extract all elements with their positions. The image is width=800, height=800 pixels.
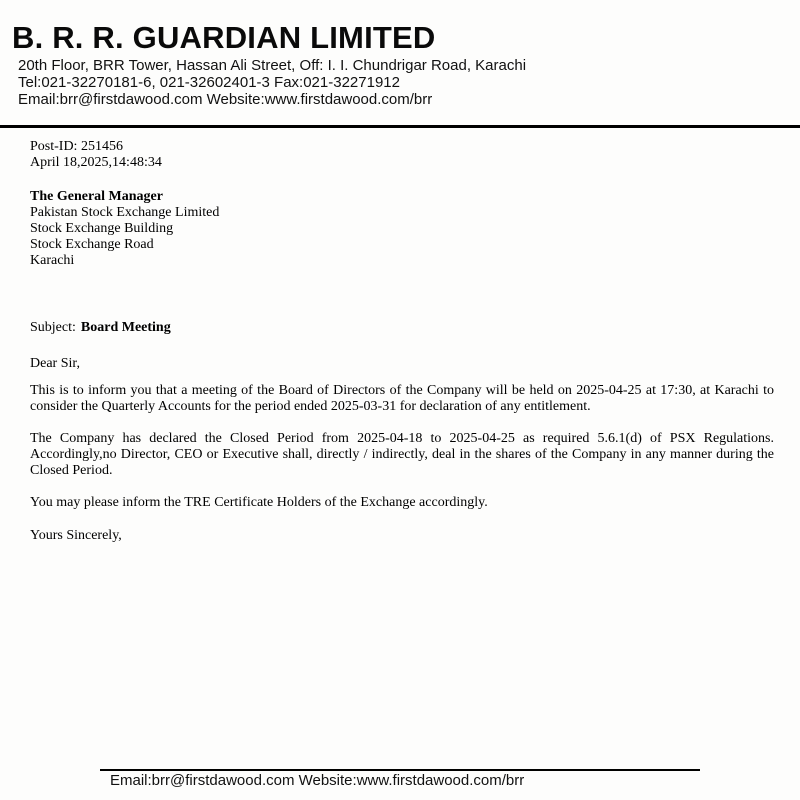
subject-label: Subject: [30,320,76,335]
subject-line [30,320,774,336]
letterhead-phone-line: Tel:021-32270181-6, 021-32602401-3 Fax:021-32271912 [18,74,400,91]
letter-body [30,139,774,544]
footer-divider-rule [100,769,700,771]
recipient-title: The General Manager [30,189,163,204]
letterhead [0,0,800,108]
company-name: B. R. R. GUARDIAN LIMITED [12,20,436,55]
recipient-line: Karachi [30,253,75,268]
letterhead-email-line: Email:brr@firstdawood.com Website:www.firstdawood.com/brr [18,91,433,108]
paragraph-meeting-notice: This is to inform you that a meeting of the Board of Directors of the Company will be held on 2025-04-25 at 17:30, at Karachi to consider the Quarterly Accounts for the period ended 2025-03-31 for declaration of any entitlement. [30,383,774,414]
recipient-line: Pakistan Stock Exchange Limited [30,205,220,220]
closing-line: Yours Sincerely, [30,528,122,543]
recipient-line: Stock Exchange Building [30,221,174,236]
post-meta-block [30,139,774,171]
letterhead-contact-block [12,57,800,108]
date-line: April 18,2025,14:48:34 [30,155,162,170]
subject-value: Board Meeting [80,320,171,335]
paragraph-tre-notice: You may please inform the TRE Certificate Holders of the Exchange accordingly. [30,495,488,510]
recipient-block [30,189,774,269]
paragraph-closed-period: The Company has declared the Closed Period from 2025-04-18 to 2025-04-25 as required 5.6.1(d) of PSX Regulations. Accordingly,no Director, CEO or Executive shall, directly / indirectly, deal in the shares of the Company in any manner during the Closed Period. [30,431,774,478]
salutation: Dear Sir, [30,356,80,371]
letterhead-address-line: 20th Floor, BRR Tower, Hassan Ali Street, Off: I. I. Chundrigar Road, Karachi [18,57,527,74]
recipient-line: Stock Exchange Road [30,237,154,252]
post-id-line: Post-ID: 251456 [30,139,123,154]
header-divider-rule [0,125,800,128]
footer-email-line: Email:brr@firstdawood.com Website:www.firstdawood.com/brr [110,772,525,789]
